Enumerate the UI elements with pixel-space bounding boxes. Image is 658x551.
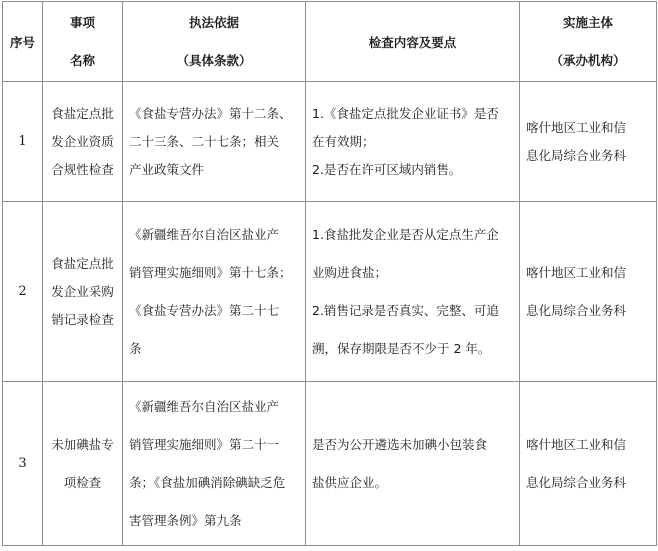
header-item-line2: 名称 bbox=[69, 52, 95, 68]
row-agency-line: 喀什地区工业和信 bbox=[526, 119, 627, 135]
header-content: 检查内容及要点 bbox=[306, 2, 520, 82]
row-agency-line: 息化局综合业务科 bbox=[526, 147, 627, 163]
header-agency-line1: 实施主体 bbox=[562, 14, 613, 30]
row-content-line: 1.《食盐定点批发企业证书》是否 bbox=[312, 105, 499, 121]
row-agency-line: 息化局综合业务科 bbox=[526, 474, 627, 490]
row-basis-line: 产业政策文件 bbox=[129, 161, 205, 177]
header-basis-line1: 执法依据 bbox=[188, 14, 239, 30]
header-agency bbox=[520, 2, 657, 82]
row-content bbox=[306, 202, 520, 382]
row-basis bbox=[123, 202, 306, 382]
header-basis bbox=[123, 2, 306, 82]
row-agency-line: 息化局综合业务科 bbox=[526, 302, 627, 318]
header-item bbox=[43, 2, 123, 82]
header-row bbox=[3, 2, 657, 82]
row-basis bbox=[123, 82, 306, 202]
row-seq: 3 bbox=[3, 382, 43, 546]
row-basis-line: 条 bbox=[129, 340, 142, 356]
row-basis-line: 销管理实施细则》第二十一 bbox=[129, 436, 280, 452]
row-item-line: 发企业资质 bbox=[51, 133, 114, 149]
row-item-line: 项检查 bbox=[63, 474, 102, 490]
row-content bbox=[306, 382, 520, 546]
row-content-line: 2.是否在许可区域内销售。 bbox=[312, 161, 462, 177]
header-item-line1: 事项 bbox=[69, 14, 95, 30]
header-seq: 序号 bbox=[3, 2, 43, 82]
row-item-line: 合规性检查 bbox=[51, 161, 114, 177]
row-basis-line: 《食盐专营办法》第二十七 bbox=[129, 302, 280, 318]
table-row bbox=[3, 202, 657, 382]
row-basis-line: 《食盐专营办法》第十二条、 bbox=[129, 105, 292, 121]
row-basis-line: 害管理条例》第九条 bbox=[129, 512, 242, 528]
row-content-line: 是否为公开遴选未加碘小包装食 bbox=[312, 436, 488, 452]
row-content-line: 2.销售记录是否真实、完整、可追 bbox=[312, 302, 499, 318]
row-basis-line: 条；《食盐加碘消除碘缺乏危 bbox=[129, 474, 286, 490]
row-content-line: 溯，保存期限是否不少于 2 年。 bbox=[312, 340, 491, 356]
row-seq: 1 bbox=[3, 82, 43, 202]
row-seq: 2 bbox=[3, 202, 43, 382]
row-agency bbox=[520, 202, 657, 382]
row-content bbox=[306, 82, 520, 202]
row-agency bbox=[520, 382, 657, 546]
table-row bbox=[3, 82, 657, 202]
row-content-line: 业购进食盐； bbox=[312, 264, 388, 280]
row-basis-line: 《新疆维吾尔自治区盐业产 bbox=[129, 226, 280, 242]
row-agency-line: 喀什地区工业和信 bbox=[526, 264, 627, 280]
inspection-table bbox=[2, 1, 657, 546]
row-item-line: 未加碘盐专 bbox=[51, 436, 114, 452]
table-row bbox=[3, 382, 657, 546]
row-basis-line: 二十三条、二十七条；相关 bbox=[129, 133, 280, 149]
row-item-line: 食盐定点批 bbox=[51, 105, 114, 121]
row-item-line: 食盐定点批 bbox=[51, 255, 114, 271]
row-content-line: 1.食盐批发企业是否从定点生产企 bbox=[312, 226, 499, 242]
row-agency bbox=[520, 82, 657, 202]
row-agency-line: 喀什地区工业和信 bbox=[526, 436, 627, 452]
row-item bbox=[43, 202, 123, 382]
row-item-line: 发企业采购 bbox=[51, 283, 114, 299]
row-basis bbox=[123, 382, 306, 546]
header-agency-line2: （承办机构） bbox=[550, 52, 626, 68]
row-content-line: 盐供应企业。 bbox=[312, 474, 388, 490]
row-item-line: 销记录检查 bbox=[51, 311, 114, 327]
row-item bbox=[43, 82, 123, 202]
header-basis-line2: （具体条款） bbox=[176, 52, 252, 68]
row-basis-line: 销管理实施细则》第十七条； bbox=[129, 264, 292, 280]
row-item bbox=[43, 382, 123, 546]
row-content-line: 在有效期； bbox=[312, 133, 375, 149]
row-basis-line: 《新疆维吾尔自治区盐业产 bbox=[129, 398, 280, 414]
